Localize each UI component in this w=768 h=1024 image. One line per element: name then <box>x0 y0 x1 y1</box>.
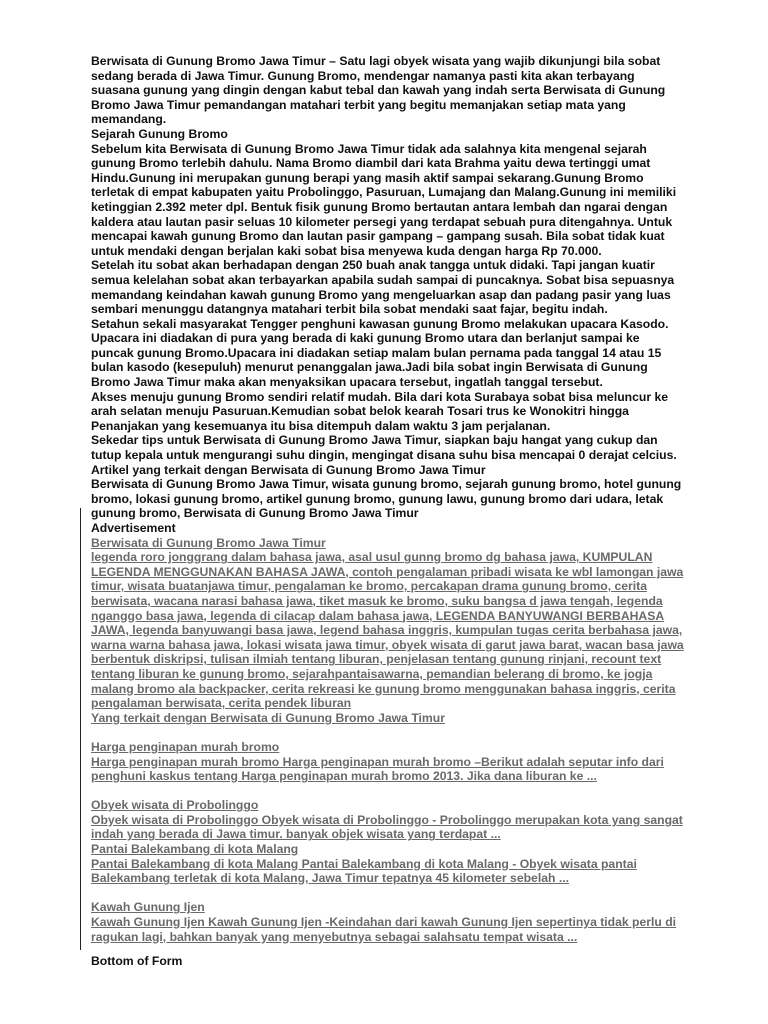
related-item-4-text[interactable]: Kawah Gunung Ijen Kawah Gunung Ijen -Keindahan dari kawah Gunung Ijen sepertinya tidak perlu di ragukan lagi, bahkan banyak yang menyebutnya sebagai salahsatu tempat wisata ... <box>91 915 677 944</box>
related-item-1-text[interactable]: Harga penginapan murah bromo Harga penginapan murah bromo –Berikut adalah seputar info dari penghuni kaskus tentang Harga penginapan murah bromo 2013. Jika dana liburan ke ... <box>91 754 664 784</box>
history-heading: Sejarah Gunung Bromo <box>91 126 228 141</box>
link-list <box>91 536 684 945</box>
paragraph-history: Sebelum kita Berwisata di Gunung Bromo Jawa Timur tidak ada salahnya kita mengenal sejarah gunung Bromo terlebih dahulu. Nama Bromo diambil dari kata Brahma yaitu dewa tertinggi umat Hindu.Gunung ini merupakan gunung berapi yang masih aktif sampai sekarang.Gunung Bromo terletak di empat kabupaten yaitu Probolinggo, Pasuruan, Lumajang dan Malang.Gunung ini memiliki ketinggian 2.392 meter dpl. Bentuk fisik gunung Bromo bertautan antara lembah dan ngarai dengan kaldera atau lautan pasir seluas 10 kilometer persegi yang terdapat sebuah pura ditengahnya. Untuk mencapai kawah gunung Bromo dan lautan pasir gampang – gampang susah. Bila sobat tidak kuat untuk mendaki dengan berjalan kaki sobat bisa menyewa kuda dengan harga Rp 70.000. <box>91 141 677 258</box>
spacer <box>91 725 684 740</box>
related-heading: Artikel yang terkait dengan Berwisata di Gunung Bromo Jawa Timur <box>91 462 486 477</box>
related-item-2-title[interactable]: Obyek wisata di Probolinggo <box>91 798 259 813</box>
advertisement-label: Advertisement <box>91 521 176 535</box>
keywords-link[interactable]: legenda roro jonggrang dalam bahasa jawa, asal usul gunng bromo dg bahasa jawa, KUMPULAN LEGENDA MENGGUNAKAN BAHASA JAWA, contoh pengalaman pribadi wisata ke wbl lamongan jawa timur, wisata buatanjawa timur, pengalaman ke bromo, percakapan drama gunung bromo, cerita berwisata, wacana narasi bahasa jawa, tiket masuk ke bromo, suku bangsa d jawa tengah, legenda nganggo basa jawa, legenda di cilacap dalam bahasa jawa, LEGENDA BANYUWANGI BERBAHASA JAWA, legenda banyuwangi basa jawa, legend bahasa inggris, kumpulan tugas cerita berbahasa jawa, warna warna bahasa jawa, lokasi wisata jawa timur, obyek wisata di garut jawa barat, wacan basa jawa berbentuk diskripsi, tulisan ilmiah tentang liburan, penjelasan tentang gunung rinjani, recount text tentang liburan ke gunung bromo, sejarahpantaisawarna, pemandian belerang di bromo, ke jogja malang bromo ala backpacker, cerita rekreasi ke gunung bromo menggunakan bahasa inggris, cerita pengalaman berwisata, cerita pendek liburan <box>91 550 684 711</box>
paragraph-kasodo: Setahun sekali masyarakat Tengger penghuni kawasan gunung Bromo melakukan upacara Kasodo. Upacara ini diadakan di pura yang berada di kaki gunung Bromo utara dan berlanjut sampai ke puncak gunung Bromo.Upacara ini diadakan setiap malam bulan pernama pada tanggal 14 atau 15 bulan kasodo (kesepuluh) menurut penanggalan jawa.Jadi bila sobat ingin Berwisata di Gunung Bromo Jawa Timur maka akan menyaksikan upacara tersebut, ingatlah tanggal tersebut. <box>91 316 669 390</box>
paragraph-tips: Sekedar tips untuk Berwisata di Gunung Bromo Jawa Timur, siapkan baju hangat yang cukup dan tutup kepala untuk mengurangi suhu dingin, mengingat disana suhu bisa mencapai 0 derajat celcius. <box>91 433 677 463</box>
related-item-2-text[interactable]: Obyek wisata di Probolinggo Obyek wisata di Probolinggo - Probolinggo merupakan kota yang sangat indah yang berada di Jawa timur. banyak objek wisata yang terdapat ... <box>91 812 683 842</box>
related-item-3-text[interactable]: Pantai Balekambang di kota Malang Pantai Balekambang di kota Malang - Obyek wisata pantai Balekambang terletak di kota Malang, Jawa Timur tepatnya 45 kilometer sebelah ... <box>91 856 637 886</box>
paragraph-access: Akses menuju gunung Bromo sendiri relatif mudah. Bila dari kota Surabaya sobat bisa meluncur ke arah selatan menuju Pasuruan.Kemudian sobat belok kearah Tosari trus ke Wonokitri hingga Penanjakan yang kesemuanya itu bisa ditempuh dalam waktu 3 jam perjalanan. <box>91 389 669 433</box>
related-item-1-title[interactable]: Harga penginapan murah bromo <box>91 739 280 754</box>
intro-paragraph: Berwisata di Gunung Bromo Jawa Timur – Satu lagi obyek wisata yang wajib dikunjungi bila sobat sedang berada di Jawa Timur. Gunung Bromo, mendengar namanya pasti kita akan terbayang suasana gunung yang dingin dengan kabut tebal dan kawah yang indah serta Berwisata di Gunung Bromo Jawa Timur pemandangan matahari terbit yang begitu memanjakan setiap mata yang memandang. <box>91 54 666 127</box>
article-body <box>91 54 684 521</box>
spacer <box>91 784 684 799</box>
paragraph-stairs: Setelah itu sobat akan berhadapan dengan 250 buah anak tangga untuk didaki. Tapi jangan kuatir semua kelelahan sobat akan terbayarkan apabila sudah sampai di puncaknya. Sobat bisa sepuasnya memandang keindahan kawah gunung Bromo yang mengeluarkan asap dan padang pasir yang luas sembari menunggu datangnya matahari terbit bila sobat mendaki saat fajar, begitu indah. <box>91 258 675 317</box>
vertical-rule <box>80 508 81 950</box>
related-item-3-title[interactable]: Pantai Balekambang di kota Malang <box>91 842 299 857</box>
title-link[interactable]: Berwisata di Gunung Bromo Jawa Timur <box>91 535 326 550</box>
spacer <box>91 886 684 901</box>
tags-paragraph: Berwisata di Gunung Bromo Jawa Timur, wisata gunung bromo, sejarah gunung bromo, hotel gunung bromo, lokasi gunung bromo, artikel gunung bromo, gunung lawu, gunung bromo dari udara, letak gunung bromo, Berwisata di Gunung Bromo Jawa Timur <box>91 477 682 521</box>
related-item-4-title[interactable]: Kawah Gunung Ijen <box>91 900 205 915</box>
bottom-of-form-label: Bottom of Form <box>91 954 183 969</box>
related-link[interactable]: Yang terkait dengan Berwisata di Gunung Bromo Jawa Timur <box>91 710 445 725</box>
